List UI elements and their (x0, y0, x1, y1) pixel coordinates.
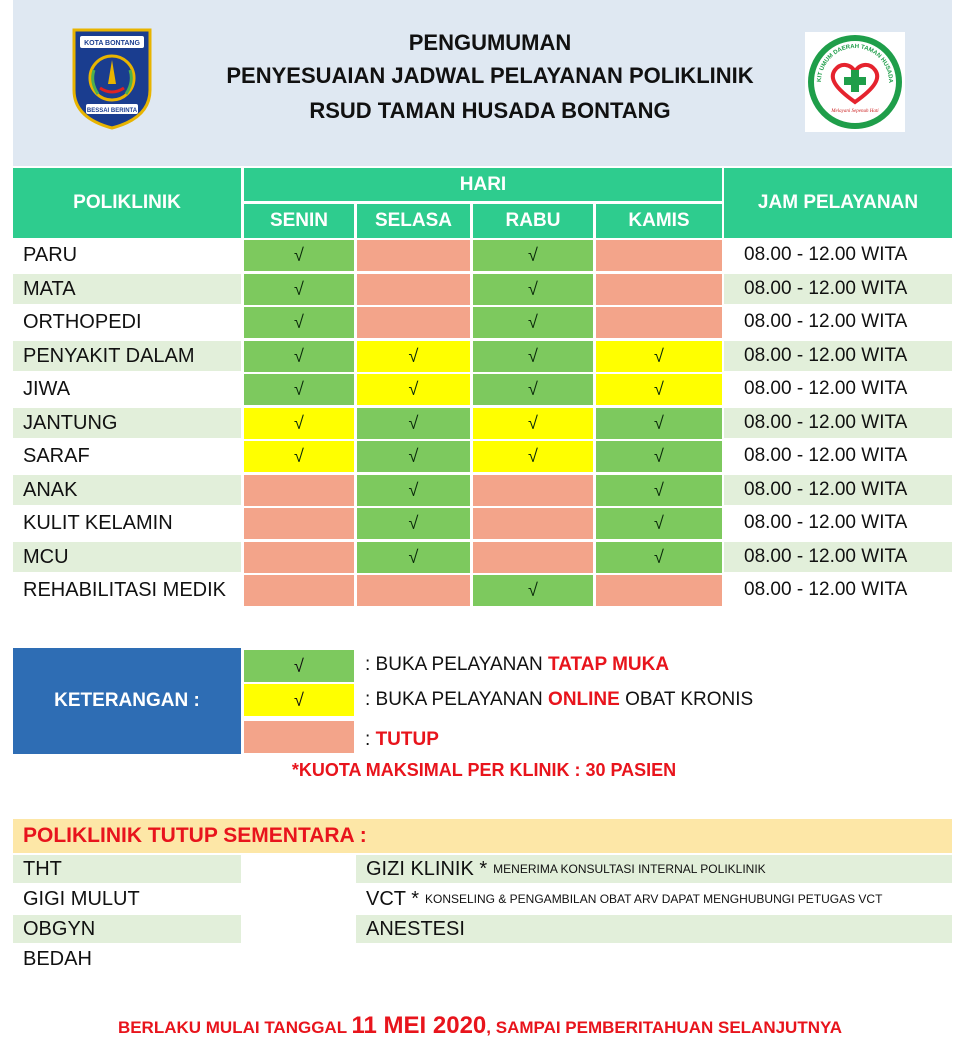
kota-bontang-emblem (70, 26, 154, 130)
schedule-cell (473, 341, 593, 372)
schedule-cell (596, 508, 722, 539)
schedule-cell (596, 341, 722, 372)
legend-item-online-prefix: : BUKA PELAYANAN (365, 689, 549, 710)
legend-item-online-suffix: OBAT KRONIS (619, 689, 754, 710)
schedule-cell (357, 542, 470, 573)
legend-item-closed-emph: TUTUP (375, 729, 439, 750)
clinic-name: JANTUNG (13, 408, 241, 438)
clinic-name: PENYAKIT DALAM (13, 341, 241, 371)
check-mark: √ (528, 346, 538, 366)
closed-clinic-item: THT (13, 855, 241, 883)
schedule-cell (357, 374, 470, 405)
schedule-cell (596, 542, 722, 573)
clinic-name: REHABILITASI MEDIK (23, 578, 227, 601)
schedule-cell (357, 274, 470, 305)
legend-swatch-closed (244, 721, 354, 753)
check-mark: √ (654, 413, 664, 433)
schedule-cell (596, 307, 722, 338)
schedule-cell (244, 575, 354, 606)
closed-clinic-name: GIZI KLINIK * (366, 857, 488, 880)
check-mark: √ (408, 379, 419, 399)
announcement-title: PENGUMUMAN (408, 30, 572, 55)
schedule-cell (473, 508, 593, 539)
schedule-cell (473, 575, 593, 606)
closed-clinic-item: GIGI MULUT (23, 887, 140, 910)
schedule-cell (473, 274, 593, 305)
legend-check: √ (294, 655, 304, 676)
schedule-cell (596, 274, 722, 305)
schedule-cell (473, 441, 593, 472)
schedule-cell (244, 475, 354, 506)
check-mark: √ (408, 547, 419, 567)
check-mark: √ (654, 446, 664, 466)
check-mark: √ (654, 513, 664, 533)
day-header-senin: SENIN (244, 204, 354, 238)
service-hours: 08.00 - 12.00 WITA (744, 445, 908, 466)
schedule-cell (357, 341, 470, 372)
schedule-cell (596, 575, 722, 606)
closed-clinic-name: ANESTESI (366, 917, 465, 940)
legend-item-closed (365, 729, 439, 751)
schedule-cell (244, 441, 354, 472)
service-hours: 08.00 - 12.00 WITA (724, 475, 952, 505)
closed-clinic-item (356, 885, 952, 913)
clinic-name: ANAK (13, 475, 241, 505)
service-hours: 08.00 - 12.00 WITA (744, 244, 908, 265)
emblem-text-top: KOTA BONTANG (84, 40, 140, 47)
effective-date-note (0, 1012, 960, 1040)
check-mark: √ (654, 346, 664, 366)
hospital-name: RSUD TAMAN HUSADA BONTANG (309, 98, 671, 123)
announcement-subtitle: PENYESUAIAN JADWAL PELAYANAN POLIKLINIK (226, 63, 754, 88)
clinic-name: JIWA (23, 377, 71, 400)
service-hours: 08.00 - 12.00 WITA (744, 378, 908, 399)
day-header-rabu: RABU (473, 204, 593, 238)
schedule-cell (357, 240, 470, 271)
clinic-name: MATA (13, 274, 241, 304)
service-hours: 08.00 - 12.00 WITA (724, 542, 952, 572)
closed-clinic-name: VCT * (366, 887, 419, 910)
schedule-cell (244, 508, 354, 539)
schedule-cell (357, 408, 470, 439)
schedule-cell (357, 508, 470, 539)
day-header-kamis: KAMIS (596, 204, 722, 238)
schedule-cell (596, 374, 722, 405)
footer-suffix: , SAMPAI PEMBERITAHUAN SELANJUTNYA (486, 1018, 843, 1037)
service-hours: 08.00 - 12.00 WITA (744, 512, 908, 533)
closed-clinics-title: POLIKLINIK TUTUP SEMENTARA : (13, 819, 952, 853)
service-hours: 08.00 - 12.00 WITA (724, 274, 952, 304)
check-mark: √ (408, 413, 419, 433)
check-mark: √ (294, 379, 304, 399)
closed-clinic-item: OBGYN (13, 915, 241, 943)
closed-clinic-item (356, 855, 952, 883)
schedule-cell (473, 542, 593, 573)
clinic-name: KULIT KELAMIN (23, 511, 173, 534)
schedule-cell (596, 408, 722, 439)
schedule-cell (357, 307, 470, 338)
check-mark: √ (408, 446, 419, 466)
schedule-cell (473, 475, 593, 506)
legend-item-open-emph: TATAP MUKA (548, 654, 670, 675)
closed-clinic-item (356, 915, 952, 943)
check-mark: √ (528, 580, 538, 600)
service-hours: 08.00 - 12.00 WITA (744, 579, 908, 600)
day-header-selasa: SELASA (357, 204, 470, 238)
check-mark: √ (294, 346, 304, 366)
legend-swatch-online (244, 684, 354, 716)
check-mark: √ (528, 379, 538, 399)
logo-motto: Melayani Sepenuh Hati (831, 109, 879, 114)
legend-title: KETERANGAN : (13, 648, 241, 754)
closed-clinic-item: BEDAH (23, 947, 92, 970)
check-mark: √ (528, 413, 538, 433)
rsud-logo (805, 32, 905, 132)
check-mark: √ (654, 547, 664, 567)
clinic-name: SARAF (23, 444, 90, 467)
schedule-cell (357, 441, 470, 472)
service-hours: 08.00 - 12.00 WITA (724, 408, 952, 438)
check-mark: √ (294, 279, 304, 299)
check-mark: √ (408, 513, 419, 533)
legend-check: √ (294, 689, 304, 710)
clinic-name: PARU (23, 243, 78, 266)
footer-prefix: BERLAKU MULAI TANGGAL (117, 1018, 352, 1037)
service-hours: 08.00 - 12.00 WITA (744, 311, 908, 332)
schedule-cell (244, 408, 354, 439)
schedule-cell (473, 374, 593, 405)
schedule-cell (244, 374, 354, 405)
emblem-text-bottom: BESSAI BERINTA (86, 108, 138, 114)
check-mark: √ (408, 480, 419, 500)
schedule-cell (357, 575, 470, 606)
schedule-cell (244, 307, 354, 338)
schedule-cell (596, 475, 722, 506)
legend-swatch-open (244, 650, 354, 682)
logo-ring-text: KIT UMUM DAERAH TAMAN HUSADA (816, 43, 894, 83)
poliklinik-column-header: POLIKLINIK (13, 168, 241, 238)
schedule-cell (473, 240, 593, 271)
effective-date: 11 MEI 2020 (351, 1012, 487, 1039)
closed-clinic-note: KONSELING & PENGAMBILAN OBAT ARV DAPAT MENGHUBUNGI PETUGAS VCT (424, 892, 883, 906)
legend-item-closed-prefix: : (365, 729, 376, 750)
quota-note: *KUOTA MAKSIMAL PER KLINIK : 30 PASIEN (291, 760, 677, 780)
check-mark: √ (408, 346, 419, 366)
check-mark: √ (294, 446, 304, 466)
closed-clinic-note: MENERIMA KONSULTASI INTERNAL POLIKLINIK (493, 862, 766, 876)
legend-item-open (365, 654, 669, 676)
check-mark: √ (294, 245, 304, 265)
check-mark: √ (528, 312, 538, 332)
schedule-cell (244, 240, 354, 271)
schedule-cell (244, 274, 354, 305)
check-mark: √ (528, 279, 538, 299)
legend-item-online-emph: ONLINE (548, 689, 620, 710)
clinic-name: ORTHOPEDI (23, 310, 142, 333)
schedule-cell (596, 240, 722, 271)
schedule-cell (357, 475, 470, 506)
check-mark: √ (654, 379, 664, 399)
legend-item-online (365, 689, 753, 711)
legend-item-open-prefix: : BUKA PELAYANAN (365, 654, 549, 675)
schedule-cell (596, 441, 722, 472)
check-mark: √ (294, 312, 304, 332)
schedule-cell (244, 542, 354, 573)
service-hours: 08.00 - 12.00 WITA (724, 341, 952, 371)
check-mark: √ (528, 446, 538, 466)
schedule-cell (244, 341, 354, 372)
hari-column-header: HARI (244, 168, 722, 201)
jam-column-header: JAM PELAYANAN (724, 168, 952, 238)
check-mark: √ (294, 413, 304, 433)
schedule-cell (473, 307, 593, 338)
check-mark: √ (654, 480, 664, 500)
check-mark: √ (528, 245, 538, 265)
clinic-name: MCU (13, 542, 241, 572)
schedule-cell (473, 408, 593, 439)
